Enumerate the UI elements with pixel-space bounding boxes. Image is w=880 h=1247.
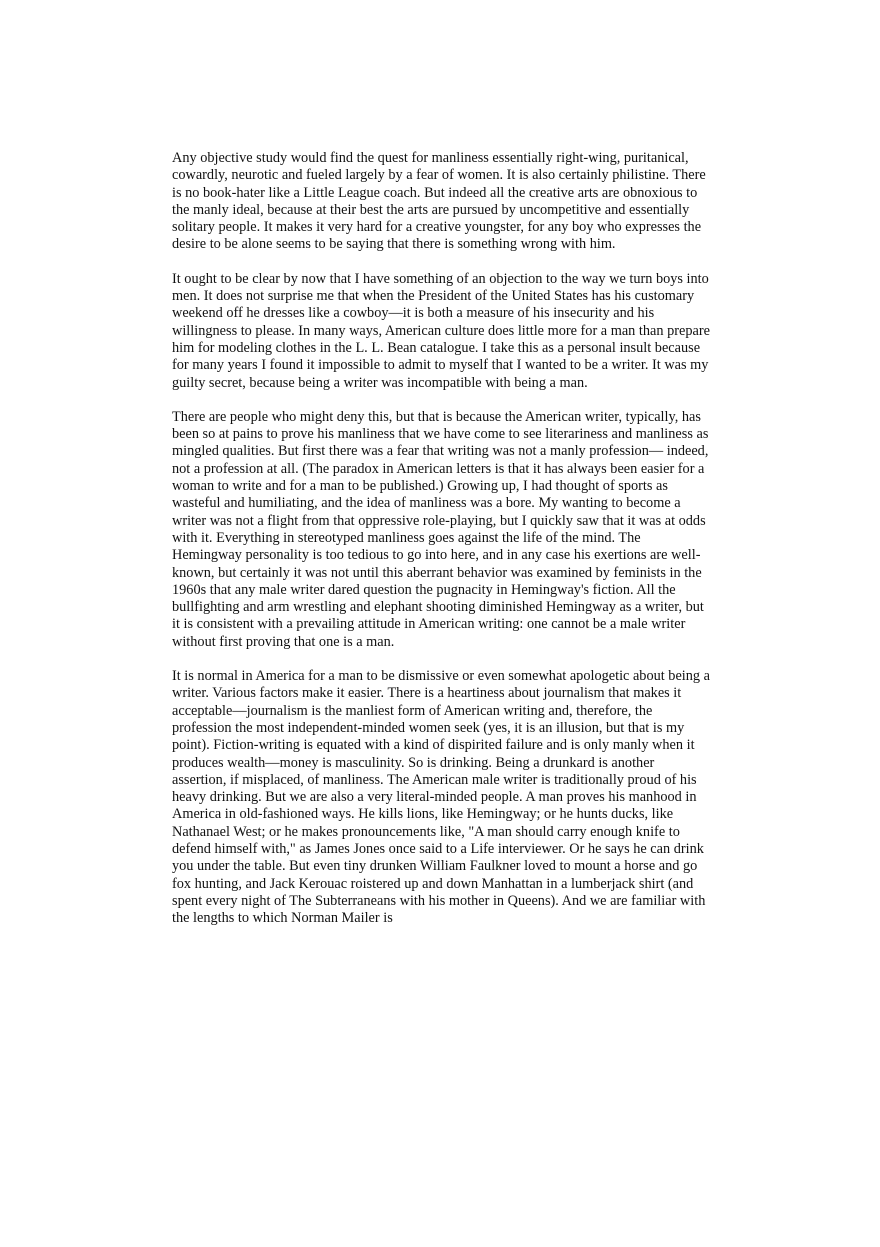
paragraph-4: It is normal in America for a man to be dismissive or even somewhat apologetic about being a writer. Various factors make it easier. There is a heartiness about journalism that makes it acceptable—journalism is the manliest form of American writing and, therefore, the profession the most independent-minded women seek (yes, it is an illusion, but that is my point). Fiction-writing is equated with a kind of dispirited failure and is only manly when it produces wealth—money is masculinity. So is drinking. Being a drunkard is another assertion, if misplaced, of manliness. The American male writer is traditionally proud of his heavy drinking. But we are also a very literal-minded people. A man proves his manhood in America in old-fashioned ways. He kills lions, like Hemingway; or he hunts ducks, like Nathanael West; or he makes pronouncements like, "A man should carry enough knife to defend himself with," as James Jones once said to a Life interviewer. Or he says he can drink you under the table. But even tiny drunken William Faulkner loved to mount a horse and go fox hunting, and Jack Kerouac roistered up and down Manhattan in a lumberjack shirt (and spent every night of The Subterraneans with his mother in Queens). And we are familiar with the lengths to which Norman Mailer is: [172, 668, 710, 927]
paragraph-1: Any objective study would find the quest for manliness essentially right-wing, puritanical, cowardly, neurotic and fueled largely by a fear of women. It is also certainly philistine. There is no book-hater like a Little League coach. But indeed all the creative arts are obnoxious to the manly ideal, because at their best the arts are pursued by uncompetitive and essentially solitary people. It makes it very hard for a creative youngster, for any boy who expresses the desire to be alone seems to be saying that there is something wrong with him.: [172, 150, 706, 253]
document-page: [172, 150, 712, 944]
paragraph-2: It ought to be clear by now that I have something of an objection to the way we turn boys into men. It does not surprise me that when the President of the United States has his customary weekend off he dresses like a cowboy—it is both a measure of his insecurity and his willingness to please. In many ways, American culture does little more for a man than prepare him for modeling clothes in the L. L. Bean catalogue. I take this as a personal insult because for many years I found it impossible to admit to myself that I wanted to be a writer. It was my guilty secret, because being a writer was incompatible with being a man.: [172, 270, 710, 391]
paragraph-3: There are people who might deny this, but that is because the American writer, typically, has been so at pains to prove his manliness that we have come to see literariness and manliness as mingled qualities. But first there was a fear that writing was not a manly profession— indeed, not a profession at all. (The paradox in American letters is that it has always been easier for a woman to write and for a man to be published.) Growing up, I had thought of sports as wasteful and humiliating, and the idea of manliness was a bore. My wanting to become a writer was not a flight from that oppressive role-playing, but I quickly saw that it was at odds with it. Everything in stereotyped manliness goes against the life of the mind. The Hemingway personality is too tedious to go into here, and in any case his exertions are well-known, but certainly it was not until this aberrant behavior was examined by feminists in the 1960s that any male writer dared question the pugnacity in Hemingway's fiction. All the bullfighting and arm wrestling and elephant shooting diminished Hemingway as a writer, but it is consistent with a prevailing attitude in American writing: one cannot be a male writer without first proving that one is a man.: [172, 408, 709, 650]
